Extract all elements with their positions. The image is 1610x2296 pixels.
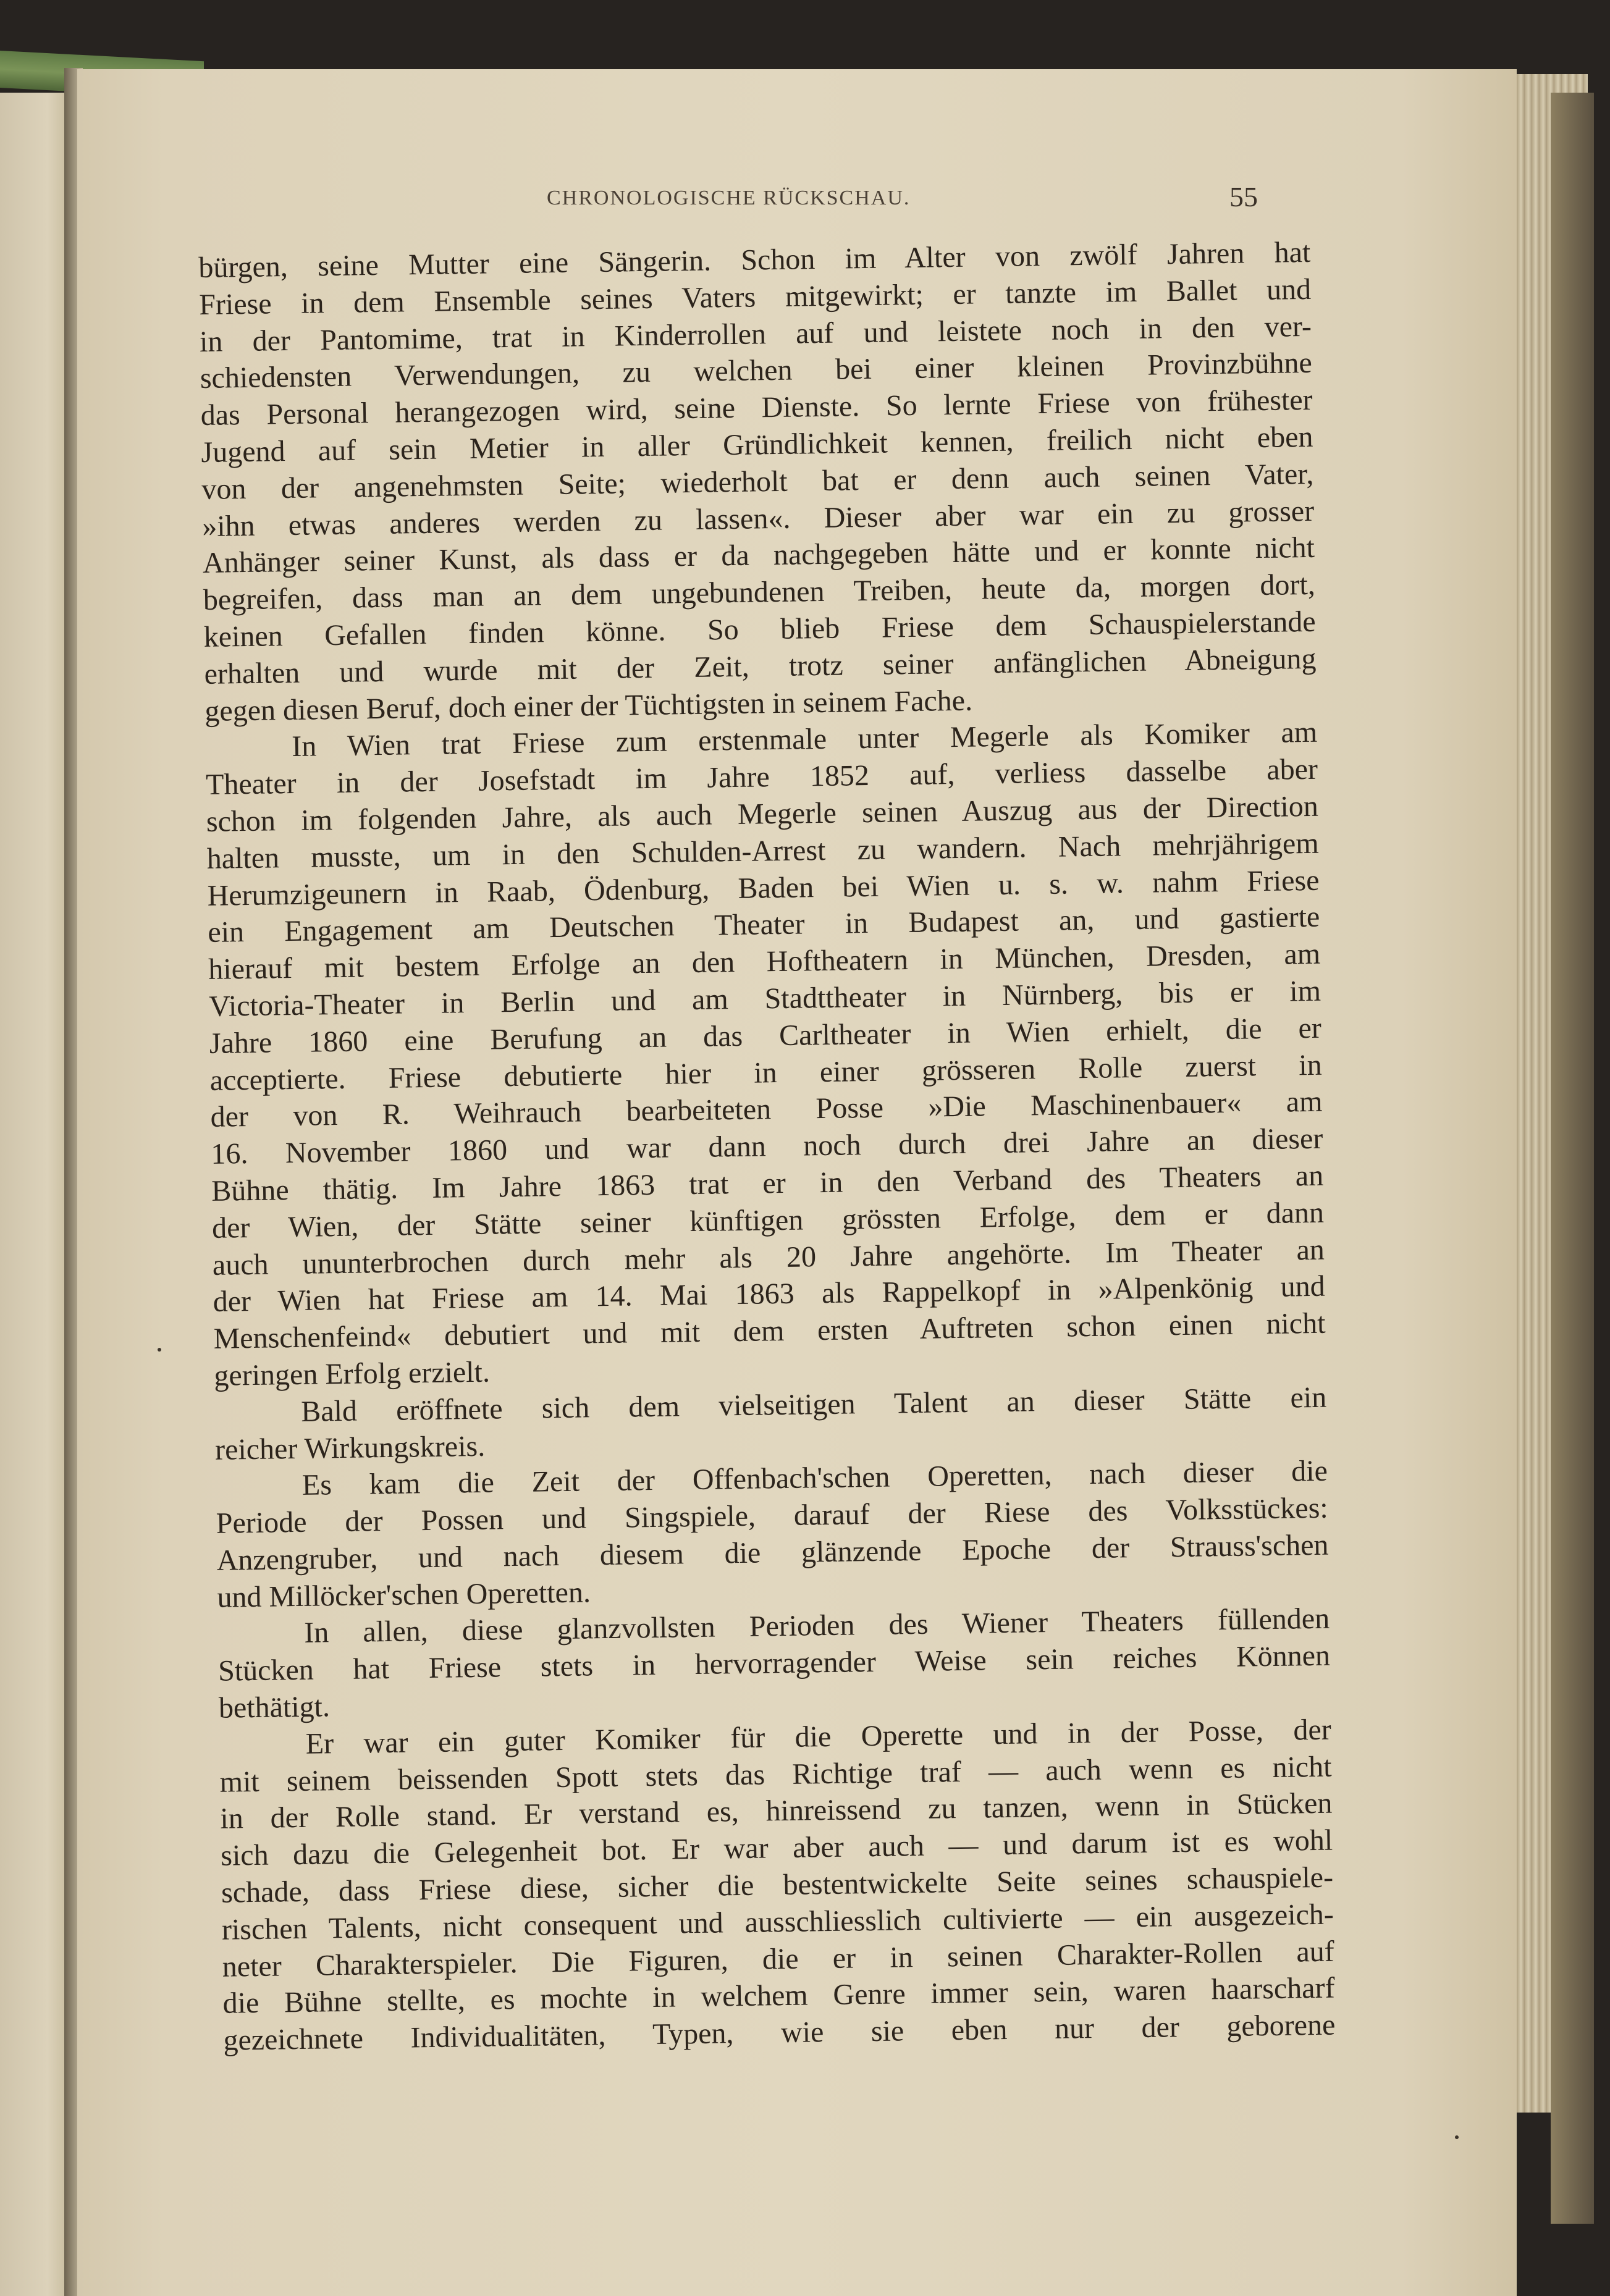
text-line: rischen Talents, nicht consequent und ausschliesslich cultivierte — ein ausgezeich- (221, 1898, 1334, 1946)
text-line: in der Pantomime, trat in Kinderrollen auf und leistete noch in den ver- (199, 309, 1312, 358)
page-header (77, 181, 1517, 224)
text-line: Anzengruber, und nach diesem die glänzende Epoche der Strauss'schen (216, 1528, 1329, 1577)
text-line: halten musste, um in den Schulden-Arrest zu wandern. Nach mehrjährigem (206, 826, 1319, 875)
text-line: Bald eröffnete sich dem vielseitigen Talent an dieser Stätte ein (300, 1381, 1327, 1428)
text-line: reicher Wirkungskreis. (214, 1429, 486, 1466)
text-line: schiedensten Verwendungen, zu welchen bei einer kleinen Provinzbühne (200, 347, 1313, 395)
text-line: In Wien trat Friese zum erstenmale unter Megerle als Komiker am (291, 716, 1318, 763)
text-line: ein Engagement am Deutschen Theater in Budapest an, und gastierte (208, 901, 1320, 949)
text-line: Es kam die Zeit der Offenbach'schen Operetten, nach dieser die (301, 1454, 1328, 1502)
text-line: bürgen, seine Mutter eine Sängerin. Schon im Alter von zwölf Jahren hat (198, 235, 1311, 284)
text-line: keinen Gefallen finden könne. So blieb Friese dem Schauspielerstande (203, 605, 1316, 654)
text-line: Theater in der Josefstadt im Jahre 1852 auf, verliess dasselbe aber (205, 752, 1318, 802)
text-line: Anhänger seiner Kunst, als dass er da nachgegeben hätte und er konnte nicht (202, 531, 1315, 580)
text-line: Herumzigeunern in Raab, Ödenburg, Baden bei Wien u. s. w. nahm Friese (207, 864, 1320, 912)
text-line: Victoria-Theater in Berlin und am Stadttheater in Nürnberg, bis er im (208, 974, 1321, 1023)
book-page (77, 69, 1517, 2296)
text-line: bethätigt. (218, 1690, 331, 1725)
text-line: Friese in dem Ensemble seines Vaters mitgewirkt; er tanzte im Ballet und (198, 272, 1312, 321)
text-line: Periode der Possen und Singspiele, darauf der Riese des Volksstückes: (216, 1491, 1328, 1540)
ink-speck (158, 1348, 161, 1352)
page-number: 55 (1229, 181, 1258, 212)
text-line: geringen Erfolg erzielt. (214, 1355, 491, 1392)
text-line: Bühne thätig. Im Jahre 1863 trat er in den Verband des Theaters an (211, 1159, 1324, 1208)
text-line: 16. November 1860 und war dann noch durch drei Jahre an dieser (211, 1122, 1323, 1171)
text-line: acceptierte. Friese debutierte hier in einer grösseren Rolle zuerst in (209, 1048, 1322, 1097)
text-line: Menschenfeind« debutiert und mit dem ersten Auftreten schon einen nicht (213, 1306, 1326, 1355)
text-line: Jugend auf sein Metier in aller Gründlichkeit kennen, freilich nicht eben (201, 420, 1313, 469)
text-line: schade, dass Friese diese, sicher die bestentwickelte Seite seines schauspiele- (221, 1861, 1334, 1909)
text-line: der Wien, der Stätte seiner künftigen grössten Erfolge, dem er dann (211, 1196, 1325, 1245)
text-line: neter Charakterspieler. Die Figuren, die er in seinen Charakter-Rollen auf (222, 1935, 1335, 1983)
text-line: die Bühne stellte, es mochte in welchem Genre immer sein, waren haarscharf (222, 1972, 1335, 2021)
facing-page-edge (0, 93, 68, 2296)
text-line: auch ununterbrochen durch mehr als 20 Jahre angehörte. Im Theater an (212, 1233, 1325, 1282)
text-line: »ihn etwas anderes werden zu lassen«. Dieser aber war ein zu grosser (201, 494, 1315, 543)
text-line: mit seinem beissenden Spott stets das Richtige traf — auch wenn es nicht (219, 1750, 1332, 1799)
text-line: begreifen, dass man an dem ungebundenen Treiben, heute da, morgen dort, (203, 568, 1316, 617)
text-line: Er war ein guter Komiker für die Operette und in der Posse, der (305, 1713, 1332, 1760)
text-line: hierauf mit bestem Erfolge an den Hoftheatern in München, Dresden, am (208, 937, 1321, 986)
book-board-edge (1551, 93, 1594, 2224)
text-line: von der angenehmsten Seite; wiederholt bat er denn auch seinen Vater, (201, 457, 1314, 506)
text-line: Stücken hat Friese stets in hervorragender Weise sein reiches Können (217, 1639, 1331, 1688)
ink-speck (1455, 2135, 1459, 2139)
text-line: Jahre 1860 eine Berufung an das Carltheater in Wien erhielt, die er (209, 1011, 1322, 1060)
text-line: schon im folgenden Jahre, als auch Megerle seinen Auszug aus der Direction (206, 789, 1319, 838)
body-text (198, 234, 1336, 2059)
text-line: In allen, diese glanzvollsten Perioden des Wiener Theaters füllenden (303, 1602, 1330, 1650)
text-line: der von R. Weihrauch bearbeiteten Posse »Die Maschinenbauer« am (210, 1085, 1323, 1134)
text-line: erhalten und wurde mit der Zeit, trotz seiner anfänglichen Abneigung (204, 642, 1317, 691)
text-line: sich dazu die Gelegenheit bot. Er war aber auch — und darum ist es wohl (220, 1823, 1333, 1873)
text-line: der Wien hat Friese am 14. Mai 1863 als Rappelkopf in »Alpenkönig und (213, 1270, 1325, 1319)
text-line: und Millöcker'schen Operetten. (217, 1576, 591, 1614)
text-line: gezeichnete Individualitäten, Typen, wie sie eben nur der geborene (223, 2008, 1336, 2057)
text-line: in der Rolle stand. Er verstand es, hinreissend zu tanzen, wenn in Stücken (220, 1787, 1333, 1836)
text-line: gegen diesen Beruf, doch einer der Tüchtigsten in seinem Fache. (204, 684, 973, 728)
text-line: das Personal herangezogen wird, seine Dienste. So lernte Friese von frühester (200, 384, 1313, 432)
running-head: CHRONOLOGISCHE RÜCKSCHAU. (547, 187, 911, 209)
